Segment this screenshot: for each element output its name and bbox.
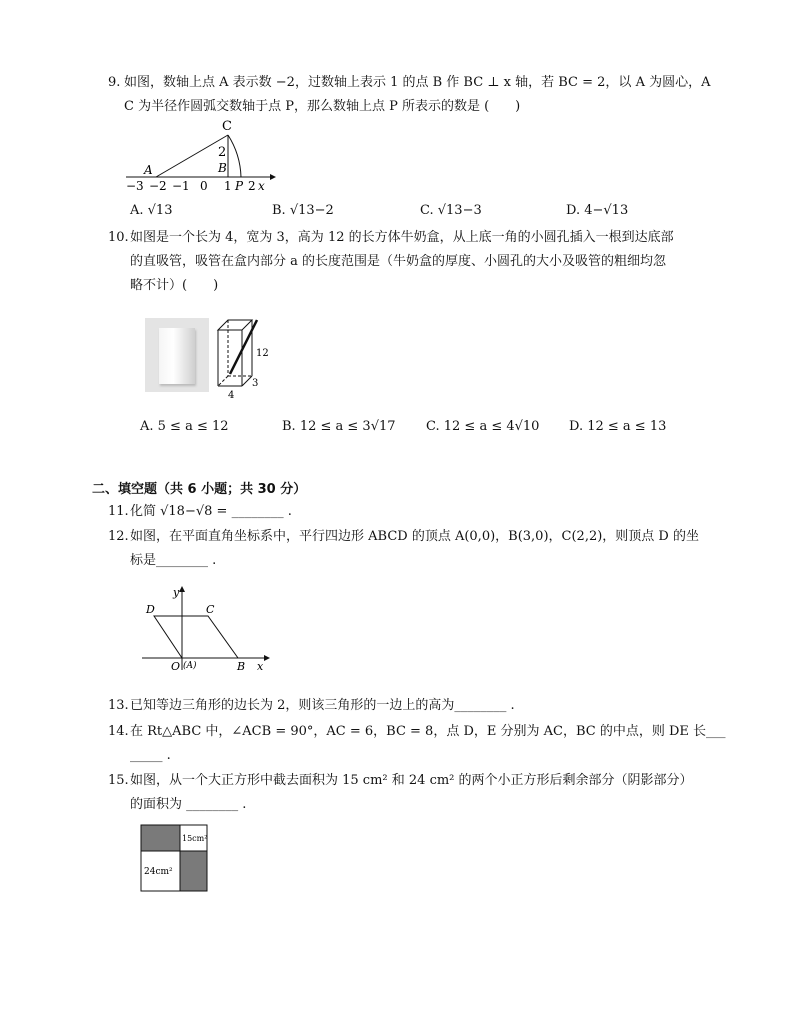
q15-text-line1: 如图，从一个大正方形中截去面积为 15 cm² 和 24 cm² 的两个小正方形后剩余部分（阴影部分）: [130, 773, 693, 788]
q10-option-b: B. 12 ≤ a ≤ 3√17: [282, 419, 396, 434]
section-2-title: 二、填空题（共 6 小题；共 30 分）: [92, 482, 307, 497]
q9-number-line-figure: [120, 116, 280, 198]
q9-option-d: D. 4−√13: [566, 203, 629, 218]
cuboid-hidden-diagonal: [218, 376, 228, 386]
cuboid-height-label: 12: [256, 348, 269, 359]
q9-tick-0: 0: [200, 179, 208, 193]
q10-option-d: D. 12 ≤ a ≤ 13: [569, 419, 667, 434]
q9-tick-neg3: −3: [126, 179, 144, 193]
q9-text-line1: 如图，数轴上点 A 表示数 −2，过数轴上表示 1 的点 B 作 BC ⊥ x 轴，若 BC = 2，以 A 为圆心，A: [124, 75, 711, 90]
q12-label-y: y: [173, 586, 180, 599]
q15-label-15cm2: 15cm²: [182, 834, 208, 843]
q9-label-x: x: [258, 179, 265, 193]
cuboid-top-face: [218, 320, 252, 330]
q12-y-axis-arrow: [179, 586, 185, 592]
carton-body: [159, 328, 195, 384]
q12-label-C: C: [206, 603, 215, 616]
q9-label-C: C: [222, 119, 232, 134]
q12-label-D: D: [146, 603, 155, 616]
q10-text-line3: 略不计）( ): [130, 278, 219, 293]
q10-text-line1: 如图是一个长为 4，宽为 3，高为 12 的长方体牛奶盒，从上底一角的小圆孔插入一根到达底部: [130, 230, 674, 245]
q12-number: 12.: [108, 529, 129, 544]
q15-text-line2: 的面积为 ________ .: [130, 797, 247, 812]
q13-number: 13.: [108, 698, 129, 713]
q9-tick-2: 2: [248, 179, 256, 193]
q12-text-line2: 标是________ .: [130, 553, 217, 568]
q9-tick-neg2: −2: [149, 179, 167, 193]
q9-option-a: A. √13: [130, 203, 173, 218]
q12-label-A: (A): [183, 661, 197, 671]
q10-cuboid-figure: [214, 316, 274, 400]
q10-number: 10.: [108, 230, 129, 245]
q12-label-O: O: [171, 660, 181, 673]
q9-number: 9.: [108, 75, 121, 90]
q9-text-line2: C 为半径作圆弧交数轴于点 P，那么数轴上点 P 所表示的数是 ( ): [124, 99, 521, 114]
q14-text-line2: _____ .: [130, 748, 171, 763]
q9-label-A: A: [144, 163, 153, 177]
q9-label-P: P: [235, 179, 244, 193]
q10-option-a: A. 5 ≤ a ≤ 12: [140, 419, 229, 434]
q12-label-B: B: [237, 660, 246, 673]
cuboid-length-label: 4: [228, 390, 235, 400]
q12-coordinate-figure: [140, 582, 272, 674]
q15-label-24cm2: 24cm²: [144, 867, 173, 877]
cuboid-width-label: 3: [252, 378, 259, 389]
q11-number: 11.: [108, 504, 129, 519]
q10-option-c: C. 12 ≤ a ≤ 4√10: [426, 419, 540, 434]
q11-text: 化简 √18−√8 = ________ .: [130, 504, 292, 519]
q9-label-2: 2: [218, 145, 227, 160]
q9-tick-neg1: −1: [172, 179, 190, 193]
q15-shaded-top-left: [141, 825, 180, 851]
q9-arc: [228, 135, 241, 177]
q15-number: 15.: [108, 773, 129, 788]
q15-squares-figure: [140, 824, 210, 892]
q9-option-b: B. √13−2: [272, 203, 334, 218]
milk-carton-photo: [145, 318, 209, 392]
q12-parallelogram: [154, 616, 238, 658]
q9-tick-1: 1: [224, 179, 232, 193]
q12-x-axis-arrow: [264, 655, 270, 661]
q12-label-x: x: [257, 660, 264, 673]
q15-shaded-bottom-right: [180, 851, 207, 891]
q9-axis-arrow: [270, 174, 276, 180]
q14-text-line1: 在 Rt△ABC 中，∠ACB = 90°，AC = 6，BC = 8，点 D，E 分别为 AC，BC 的中点，则 DE 长___: [130, 724, 726, 739]
q13-text: 已知等边三角形的边长为 2，则该三角形的一边上的高为________ .: [130, 698, 515, 713]
q10-text-line2: 的直吸管，吸管在盒内部分 a 的长度范围是（牛奶盒的厚度、小圆孔的大小及吸管的粗细均忽: [130, 254, 667, 269]
q12-text-line1: 如图，在平面直角坐标系中，平行四边形 ABCD 的顶点 A(0,0)，B(3,0)，C(2,2)，则顶点 D 的坐: [130, 529, 699, 544]
cuboid-edge-bottom-right: [242, 376, 252, 386]
q9-option-c: C. √13−3: [420, 203, 482, 218]
q9-label-B: B: [218, 161, 227, 175]
q14-number: 14.: [108, 724, 129, 739]
